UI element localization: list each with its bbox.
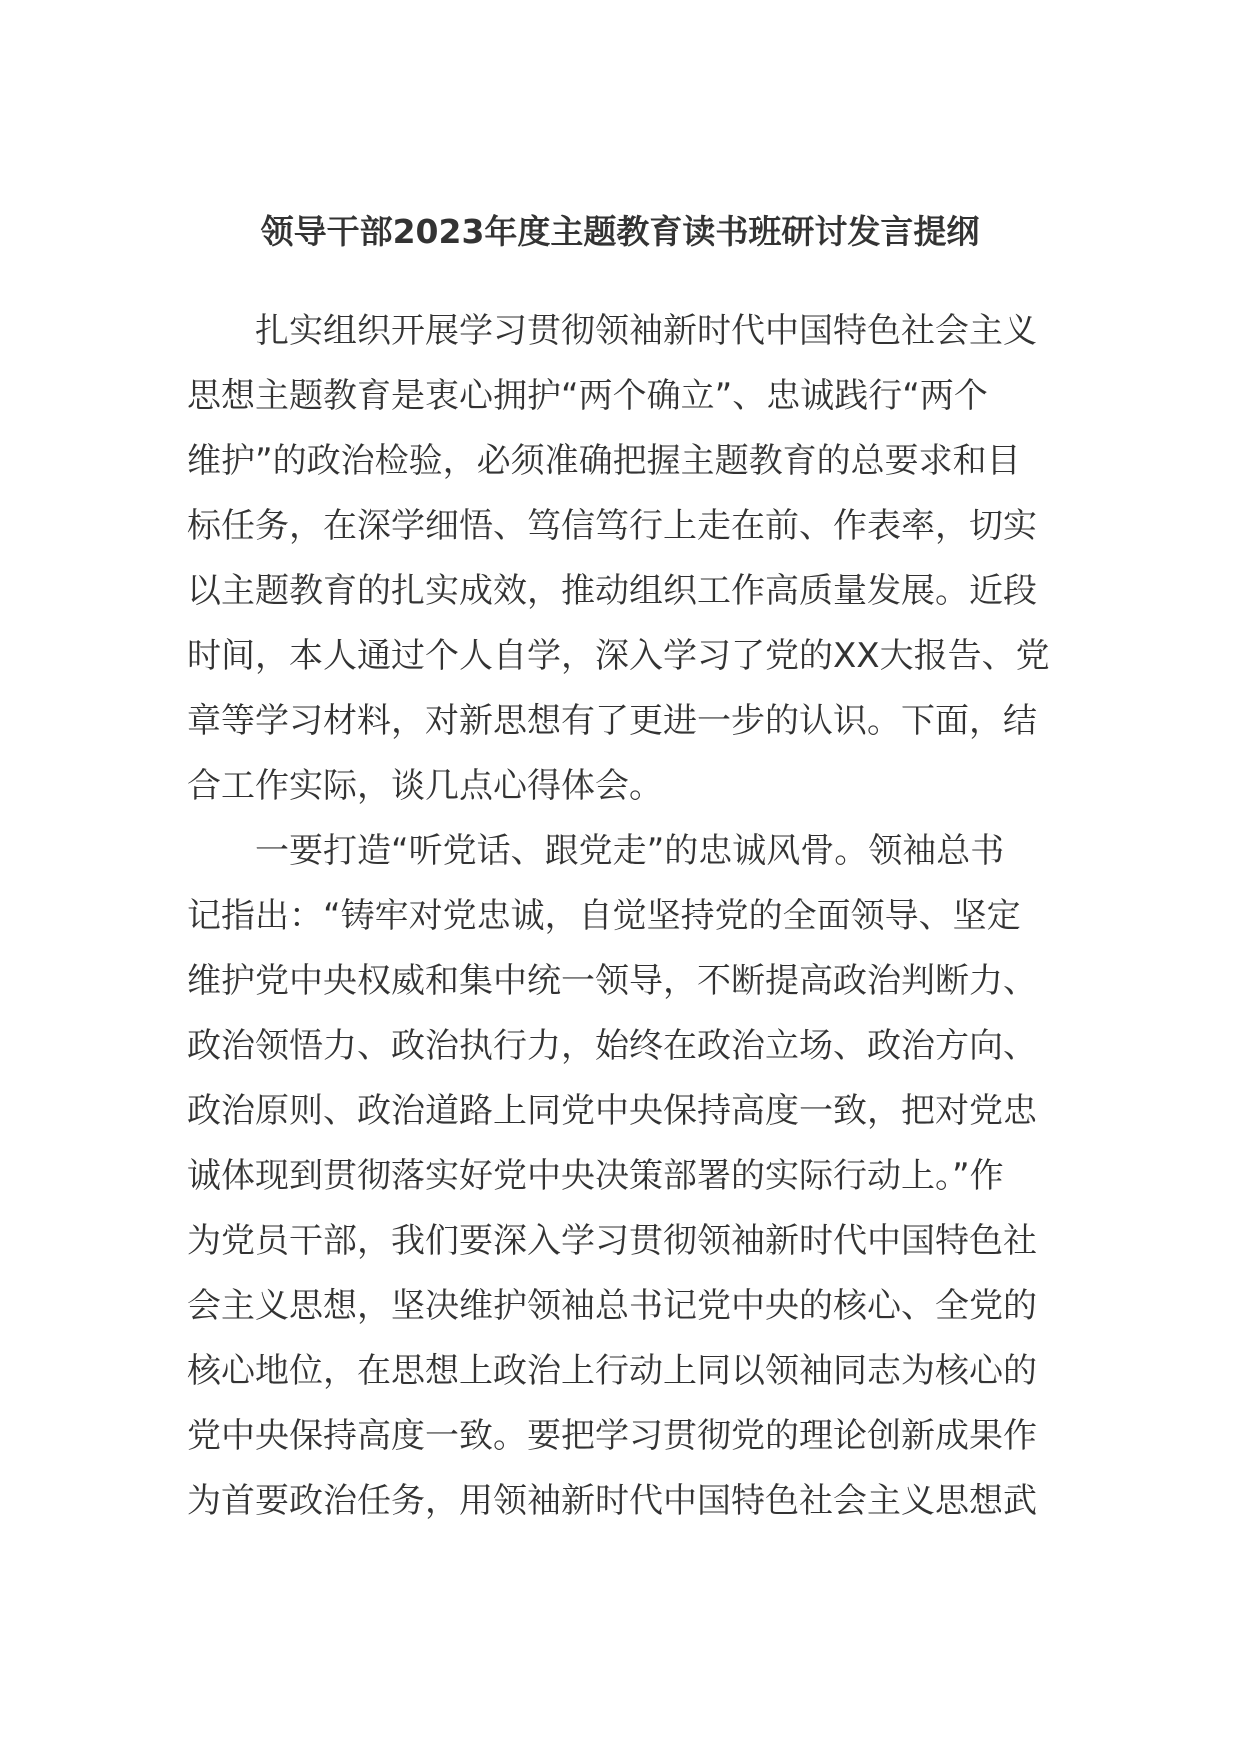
paragraph-2-line-9: 核心地位，在思想上政治上行动上同以领袖同志为核心的 [187, 1351, 1037, 1391]
paragraph-1-line-2: 思想主题教育是衷心拥护“两个确立”、忠诚践行“两个 [187, 376, 988, 416]
paragraph-2-line-3: 维护党中央权威和集中统一领导，不断提高政治判断力、 [187, 961, 1037, 1001]
paragraph-2-line-4: 政治领悟力、政治执行力，始终在政治立场、政治方向、 [187, 1026, 1037, 1066]
paragraph-2-line-5: 政治原则、政治道路上同党中央保持高度一致，把对党忠 [187, 1091, 1037, 1131]
paragraph-1-line-4: 标任务，在深学细悟、笃信笃行上走在前、作表率，切实 [187, 506, 1037, 546]
paragraph-2-line-1: 一要打造“听党话、跟党走”的忠诚风骨。领袖总书 [255, 831, 1005, 871]
paragraph-1-line-6: 时间，本人通过个人自学，深入学习了党的XX大报告、党 [187, 636, 1050, 676]
paragraph-2-line-2: 记指出：“铸牢对党忠诚，自觉坚持党的全面领导、坚定 [187, 896, 1021, 936]
paragraph-1-line-5: 以主题教育的扎实成效，推动组织工作高质量发展。近段 [187, 571, 1037, 611]
document-title: 领导干部2023年度主题教育读书班研讨发言提纲 [260, 212, 980, 251]
paragraph-1-line-8: 合工作实际，谈几点心得体会。 [187, 766, 663, 806]
paragraph-2-line-6: 诚体现到贯彻落实好党中央决策部署的实际行动上。”作 [187, 1156, 1004, 1196]
paragraph-2-line-8: 会主义思想，坚决维护领袖总书记党中央的核心、全党的 [187, 1286, 1037, 1326]
paragraph-2-line-10: 党中央保持高度一致。要把学习贯彻党的理论创新成果作 [187, 1416, 1037, 1456]
document-body [187, 299, 1050, 1534]
paragraph-1-line-7: 章等学习材料，对新思想有了更进一步的认识。下面，结 [187, 701, 1037, 741]
paragraph-2-line-11: 为首要政治任务，用领袖新时代中国特色社会主义思想武 [187, 1481, 1037, 1521]
paragraph-1-line-1: 扎实组织开展学习贯彻领袖新时代中国特色社会主义 [255, 311, 1037, 351]
paragraph-1-line-3: 维护”的政治检验，必须准确把握主题教育的总要求和目 [187, 441, 1021, 481]
paragraph-2-line-7: 为党员干部，我们要深入学习贯彻领袖新时代中国特色社 [187, 1221, 1037, 1261]
